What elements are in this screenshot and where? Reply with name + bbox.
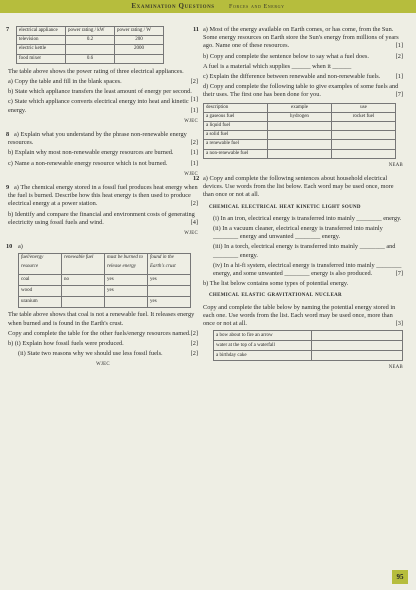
q11-b-sentence: A fuel is a material which supplies ______ when it ______ xyxy=(203,62,352,70)
question-number: 7 xyxy=(6,26,10,33)
table-cell: found in the Earth's crust xyxy=(148,254,191,275)
table-cell: no xyxy=(62,275,105,286)
page-header xyxy=(0,0,416,13)
question-10 xyxy=(8,243,198,308)
table-cell xyxy=(66,45,115,54)
table-cell: renewable fuel xyxy=(62,254,105,275)
word-list: chemical electrical heat kinetic light sound xyxy=(209,202,361,210)
header-section: Forces and Energy xyxy=(229,4,285,10)
question-text: Copy and complete the table below by naming the potential energy stored in each one. Use words from the list. Each word may be used once, more than once or not at all. xyxy=(203,303,396,328)
q11-d xyxy=(203,83,403,99)
q10-text1: The table above shows that coal is not a renewable fuel. It releases energy when burned and is found in the Earth's crust. xyxy=(8,311,195,327)
mark: [2] xyxy=(395,52,403,60)
table-cell: 0.2 xyxy=(66,36,115,45)
table-cell: yes xyxy=(105,286,148,297)
mark: [2] xyxy=(190,139,198,147)
question-text: d) Copy and complete the following table to give examples of some fuels and their uses. The first one has been done for you. xyxy=(203,83,399,99)
table-cell: use xyxy=(332,103,396,112)
table-cell: wood xyxy=(19,286,62,297)
q12-table xyxy=(213,330,403,361)
table-cell: example xyxy=(268,103,332,112)
table-cell xyxy=(312,341,403,351)
question-text: a) Copy and complete the following sentences about household electrical devices. Use words from the list below. Each word may be used once, more than once or not at all. xyxy=(203,175,394,199)
q12-i: (i) In an iron, electrical energy is transferred into mainly ________ energy. xyxy=(213,214,402,222)
table-cell xyxy=(332,122,396,131)
question-text: a) Most of the energy available on Earth comes, or has come, from the Sun. Some energy resources on Earth store the Sun's energy from millions of years ago. Name one of these resources. xyxy=(203,26,399,50)
question-text: c) Explain the difference between renewable and non-renewable fuels. xyxy=(203,73,381,81)
table-cell: electric kettle xyxy=(17,45,66,54)
question-part: a) xyxy=(18,243,23,251)
table-cell: coal xyxy=(19,275,62,286)
table-cell: hydrogen xyxy=(268,112,332,121)
question-text: (iv) In a hi-fi system, electrical energy is transferred into mainly ________ energy, and some unwanted ________ energy is also produced. xyxy=(213,261,402,278)
question-number: 10 xyxy=(6,243,13,251)
table-cell: rocket fuel xyxy=(332,112,396,121)
q11-c xyxy=(203,73,403,81)
q8-c xyxy=(8,160,198,168)
mark: [1] xyxy=(395,42,403,50)
table-cell xyxy=(268,140,332,149)
table-cell xyxy=(332,131,396,140)
table-cell: description xyxy=(204,103,268,112)
question-text: (ii) State two reasons why we should use less fossil fuels. xyxy=(18,350,163,358)
q12-a xyxy=(193,175,403,200)
table-cell: television xyxy=(17,36,66,45)
mark: [7] xyxy=(395,91,403,99)
mark: [1] xyxy=(190,96,198,104)
q10-text2 xyxy=(8,330,198,338)
q12-iii: (iii) In a torch, electrical energy is transferred into mainly ________ and ________ energy. xyxy=(213,243,396,259)
mark: [2] xyxy=(190,78,198,86)
mark: [2] xyxy=(190,340,198,348)
q7-b xyxy=(8,88,198,104)
left-column xyxy=(8,26,198,375)
source-label: WJEC xyxy=(184,171,198,177)
q7-a xyxy=(8,78,198,86)
q11-b xyxy=(203,53,403,61)
table-cell xyxy=(268,131,332,140)
question-7 xyxy=(8,26,198,64)
table-cell: a liquid fuel xyxy=(204,122,268,131)
table-cell xyxy=(115,54,164,63)
mark: [3] xyxy=(395,320,403,328)
question-text: a) Explain what you understand by the phrase non-renewable energy resources. xyxy=(8,131,187,147)
question-text: c) State which appliance converts electrical energy into heat and kinetic energy. xyxy=(8,98,189,114)
q10-bii xyxy=(8,350,198,358)
q8-a xyxy=(8,131,198,147)
q7-c xyxy=(8,98,198,114)
table-cell: 200 xyxy=(115,36,164,45)
mark: [2] xyxy=(190,329,198,337)
right-column xyxy=(193,26,403,378)
table-cell: power rating / W xyxy=(115,27,164,36)
q10-b xyxy=(8,340,198,348)
table-cell xyxy=(312,331,403,341)
mark: [4] xyxy=(190,218,198,226)
table-cell: uranium xyxy=(19,297,62,308)
q7-intro: The table above shows the power rating of three electrical appliances. xyxy=(8,67,184,75)
q9-a xyxy=(8,184,198,209)
table-cell: a solid fuel xyxy=(204,131,268,140)
table-cell: a bow about to fire an arrow xyxy=(214,331,312,341)
table-cell xyxy=(105,297,148,308)
table-cell: electrical appliance xyxy=(17,27,66,36)
table-cell: a gaseous fuel xyxy=(204,112,268,121)
q11-a xyxy=(193,26,403,51)
question-text: b) Copy and complete the sentence below to say what a fuel does. xyxy=(203,52,369,60)
table-cell xyxy=(268,122,332,131)
table-cell: 0.6 xyxy=(66,54,115,63)
header-title: Examination Questions xyxy=(131,2,215,10)
table-cell: fuel/energy resource xyxy=(19,254,62,275)
mark: [1] xyxy=(190,159,198,167)
question-text: b) (i) Explain how fossil fuels were produced. xyxy=(8,340,124,348)
q11-table xyxy=(203,103,396,159)
question-number: 12 xyxy=(193,175,200,183)
q7-table xyxy=(16,26,164,64)
q10-table xyxy=(18,253,191,308)
mark: [2] xyxy=(190,200,198,208)
table-cell: yes xyxy=(148,297,191,308)
table-cell: food mixer xyxy=(17,54,66,63)
table-cell xyxy=(312,351,403,361)
question-text: Copy and complete the table for the other fuels/energy resources named. xyxy=(8,329,191,337)
question-text: b) Identify and compare the financial and environment costs of generating electricity using fossil fuels and wind. xyxy=(8,210,195,226)
question-number: 11 xyxy=(193,26,199,33)
table-cell xyxy=(148,286,191,297)
table-cell: a renewable fuel xyxy=(204,140,268,149)
page-number: 95 xyxy=(392,570,408,584)
question-text: b) Explain why most non-renewable energy resources are burned. xyxy=(8,149,174,157)
question-text: b) State which appliance transfers the least amount of energy per second. xyxy=(8,88,192,96)
table-cell xyxy=(332,149,396,158)
table-cell xyxy=(332,140,396,149)
table-cell xyxy=(62,297,105,308)
mark: [2] xyxy=(190,350,198,358)
question-number: 8 xyxy=(6,131,10,139)
table-cell: a birthday cake xyxy=(214,351,312,361)
question-text: c) Name a non-renewable energy resource which is not burned. xyxy=(8,159,168,167)
question-text: a) The chemical energy stored in a fossil fuel produces heat energy when the fuel is burned. Describe how this heat energy is then used to produce electrical energy at a power station. xyxy=(8,184,198,208)
mark: [7] xyxy=(395,270,403,278)
source-label: NEAB xyxy=(388,365,403,371)
source-label: WJEC xyxy=(184,118,198,124)
question-text: a) Copy the table and fill in the blank spaces. xyxy=(8,78,122,86)
table-cell: power rating / kW xyxy=(66,27,115,36)
source-label: WJEC xyxy=(96,362,110,368)
q9-b xyxy=(8,211,198,227)
question-number: 9 xyxy=(6,184,10,192)
q12-b: b) The list below contains some types of potential energy. xyxy=(203,280,349,288)
table-cell: yes xyxy=(105,275,148,286)
table-cell: must be burned to release energy xyxy=(105,254,148,275)
mark: [1] xyxy=(190,106,198,114)
q12-iv xyxy=(203,262,403,278)
word-list-2: chemical elastic gravitational nuclear xyxy=(209,291,342,299)
source-label: NEAB xyxy=(388,162,403,168)
table-cell: yes xyxy=(148,275,191,286)
table-cell xyxy=(62,286,105,297)
table-cell: a non-renewable fuel xyxy=(204,149,268,158)
table-cell: 2000 xyxy=(115,45,164,54)
table-cell: water at the top of a waterfall xyxy=(214,341,312,351)
source-label: WJEC xyxy=(184,231,198,237)
q12-ii: (ii) In a vacuum cleaner, electrical energy is transferred into mainly ________ energy and unwanted ________ energy. xyxy=(213,225,383,241)
mark: [1] xyxy=(395,73,403,81)
mark: [1] xyxy=(190,149,198,157)
q12-b-text xyxy=(203,304,403,329)
table-cell xyxy=(268,149,332,158)
q8-b xyxy=(8,149,198,157)
